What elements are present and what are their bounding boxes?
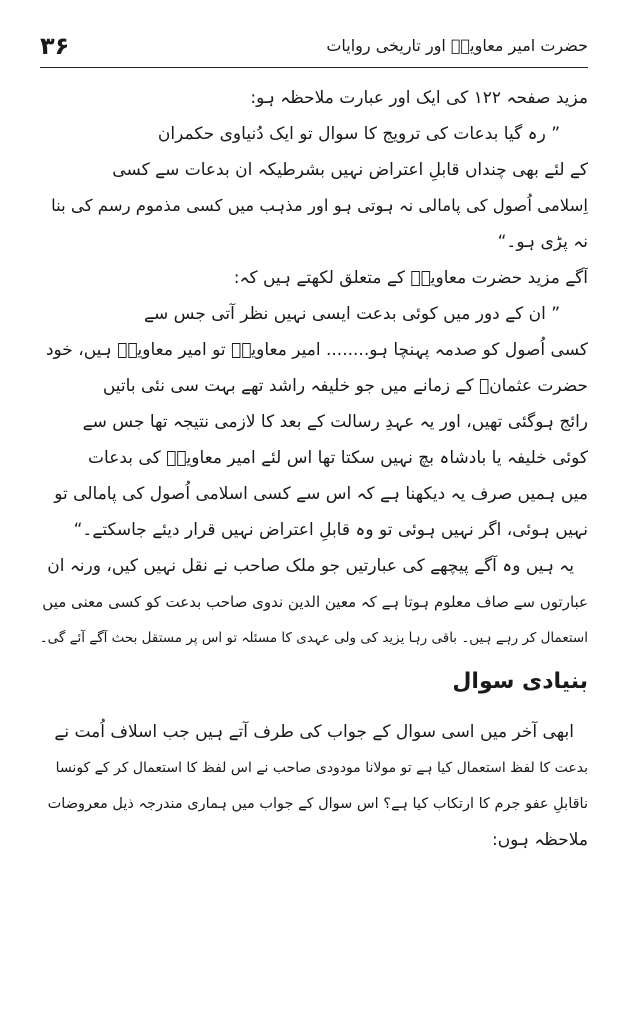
page-body xyxy=(40,80,588,858)
running-title: حضرت امیر معاویہؓ اور تاریخی روایات xyxy=(326,36,588,55)
quote-line: میں ہمیں صرف یہ دیکھنا ہے کہ اس سے کسی اسلامی اُصول کی پامالی تو xyxy=(54,484,588,504)
quote-line: رائج ہوگئی تھیں، اور یہ عہدِ رسالت کے بعد کا لازمی نتیجہ تھا جس سے xyxy=(82,412,588,432)
text-line: بدعت کا لفظ استعمال کیا ہے تو مولانا مودودی صاحب نے اس لفظ کا استعمال کر کے کونسا xyxy=(55,760,588,776)
quote-line: نہ پڑی ہو۔“ xyxy=(497,232,588,252)
quote-line: ” رہ گیا بدعات کی ترویج کا سوال تو ایک دُنیاوی حکمران xyxy=(157,124,560,144)
quote-line: نہیں ہوئی، اگر نہیں ہوئی تو وہ قابلِ اعتراض نہیں قرار دیئے جاسکتے۔“ xyxy=(73,520,588,540)
text-line: ناقابلِ عفو جرم کا ارتکاب کیا ہے؟ اس سوال کے جواب میں ہماری مندرجہ ذیل معروضات xyxy=(47,796,588,812)
quote-line: ” ان کے دور میں کوئی بدعت ایسی نہیں نظر آتی جس سے xyxy=(144,304,560,324)
quote-line: کے لئے بھی چنداں قابلِ اعتراض نہیں بشرطیکہ ان بدعات سے کسی xyxy=(112,160,588,180)
quote-line: اِسلامی اُصول کی پامالی نہ ہوتی ہو اور مذہب میں کسی مذموم رسم کی بنا xyxy=(51,196,588,215)
page-header xyxy=(40,30,588,66)
text-line: یہ ہیں وہ آگے پیچھے کی عبارتیں جو ملک صاحب نے نقل نہیں کیں، ورنہ ان xyxy=(47,556,574,576)
quote-line: کوئی خلیفہ یا بادشاہ بچ نہیں سکتا تھا اس لئے امیر معاویہؓ کی بدعات xyxy=(88,448,588,468)
page-number: ۳۶ xyxy=(40,32,70,60)
text-line: عبارتوں سے صاف معلوم ہوتا ہے کہ معین الدین ندوی صاحب بدعت کو کسی معنی میں xyxy=(42,593,588,611)
quote-line: کسی اُصول کو صدمہ پہنچا ہو........ امیر معاویہؓ تو امیر معاویہؓ ہیں، خود xyxy=(45,340,588,360)
section-heading: بنیادی سوال xyxy=(452,669,588,694)
text-line: مزید صفحہ ۱۲۲ کی ایک اور عبارت ملاحظہ ہو: xyxy=(250,88,588,108)
header-divider xyxy=(40,67,588,68)
text-line: استعمال کر رہے ہیں۔ باقی رہا یزید کی ولی عہدی کا مسئلہ تو اس پر مستقل بحث آگے آئے گی۔ xyxy=(40,630,588,646)
text-line: ملاحظہ ہوں: xyxy=(491,830,588,850)
text-line: آگے مزید حضرت معاویہؓ کے متعلق لکھتے ہیں کہ: xyxy=(233,268,588,288)
quote-line: حضرت عثمانؓ کے زمانے میں جو خلیفہ راشد تھے بہت سی نئی باتیں xyxy=(102,376,588,396)
text-line: ابھی آخر میں اسی سوال کے جواب کی طرف آتے ہیں جب اسلاف اُمت نے xyxy=(54,722,574,742)
